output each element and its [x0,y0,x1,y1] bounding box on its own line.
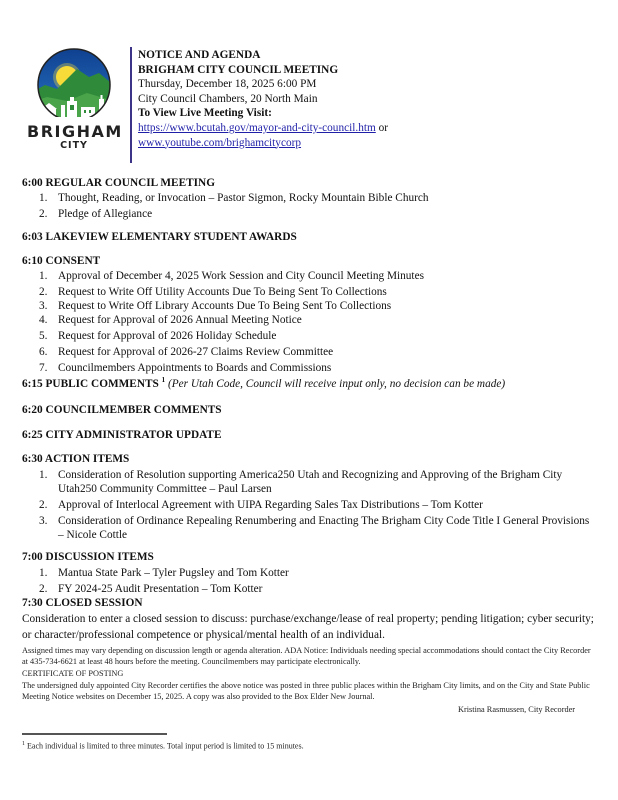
action-items-list [22,468,597,542]
meeting-datetime: Thursday, December 18, 2025 6:00 PM [138,78,317,91]
list-item: 1. Thought, Reading, or Invocation – Pastor Sigmon, Rocky Mountain Bible Church [39,192,429,204]
youtube-link[interactable]: www.youtube.com/brighamcitycorp [138,136,302,149]
discussion-list [22,566,289,596]
consent-list [22,269,424,375]
section-discussion-items: 7:00 DISCUSSION ITEMS [22,551,154,563]
list-item: 1. Approval of December 4, 2025 Work Session and City Council Meeting Minutes [39,270,424,282]
link-separator: or [375,121,389,134]
header-accent-bar [130,47,132,163]
section-closed-session: 7:30 CLOSED SESSION [22,597,143,609]
agenda-header [138,48,388,150]
section-regular-meeting: 6:00 REGULAR COUNCIL MEETING [22,177,216,189]
meeting-location: City Council Chambers, 20 North Main [138,92,318,105]
certificate-title: CERTIFICATE OF POSTING [22,669,124,678]
list-item: 4. Request for Approval of 2026 Annual Meeting Notice [39,314,302,326]
recorder-signature: Kristina Rasmussen, City Recorder [458,705,576,714]
ada-notice: Assigned times may vary depending on discussion length or agenda alteration. ADA Notice: Individuals needing special accommodations should contact the City Recorder at 435-734-6621 at least 48 hours before the meeting. Councilmembers may participate electronically. [22,646,591,667]
footnote-text: Each individual is limited to three minutes. Total input period is limited to 15 minutes. [27,741,304,751]
list-item: 1. Mantua State Park – Tyler Pugsley and Tom Kotter [39,567,289,579]
footnote-divider [22,733,167,735]
logo-wordmark: BRIGHAM [27,122,123,141]
live-meeting-label: To View Live Meeting Visit: [138,107,272,120]
section-consent: 6:10 CONSENT [22,255,101,267]
meeting-title: BRIGHAM CITY COUNCIL MEETING [138,63,339,76]
list-item: 2. Approval of Interlocal Agreement with UIPA Regarding Sales Tax Distributions – Tom Kotter [39,499,483,511]
closed-session-description: Consideration to enter a closed session to discuss: purchase/exchange/lease of real property; pending litigation; cyber security; or character/professional competence or physical/mental health of an individual. [22,613,594,641]
brigham-city-logo [27,47,121,153]
list-item: 3. Consideration of Ordinance Repealing Renumbering and Enacting The Brigham City Code Title I General Provisions – Nicole Cottle [39,515,590,541]
section-administrator-update: 6:25 CITY ADMINISTRATOR UPDATE [22,429,222,441]
footnote [22,741,304,751]
list-item: 5. Request for Approval of 2026 Holiday Schedule [39,330,277,342]
list-item: 2. Pledge of Allegiance [39,208,153,220]
certificate-body: The undersigned duly appointed City Recorder certifies the above notice was posted in three public places within the Brigham City limits, and on the City and State Public Meeting Notice websites on December 15, 2025. A copy was also provided to the Box Elder New Journal. [22,681,590,702]
council-website-link[interactable]: https://www.bcutah.gov/mayor-and-city-council.htm [138,121,376,134]
list-item: 2. FY 2024-25 Audit Presentation – Tom Kotter [39,583,263,595]
list-item: 7. Councilmembers Appointments to Boards and Commissions [39,362,332,374]
public-comments-note: (Per Utah Code, Council will receive input only, no decision can be made) [167,378,506,390]
section-councilmember-comments: 6:20 COUNCILMEMBER COMMENTS [22,404,222,416]
regular-meeting-list [22,191,429,221]
section-public-comments: 6:15 PUBLIC COMMENTS $^1$ (Per Utah Code, Council will receive input only, no decision can be made) [22,376,506,390]
list-item: 3. Request to Write Off Library Accounts Due To Being Sent To Collections [39,300,392,312]
list-item: 6. Request for Approval of 2026-27 Claims Review Committee [39,346,334,358]
section-action-items: 6:30 ACTION ITEMS [22,453,130,465]
footnote-ref[interactable]: 1 [161,376,166,385]
footnote-marker: 1 [22,741,25,747]
notice-title: NOTICE AND AGENDA [138,49,261,61]
section-student-awards: 6:03 LAKEVIEW ELEMENTARY STUDENT AWARDS [22,231,297,243]
logo-subword: CITY [60,140,88,151]
list-item: 1. Consideration of Resolution supporting America250 Utah and Recognizing and Approving of the Brigham City Utah250 Community Committee – Paul Larsen [39,469,563,495]
list-item: 2. Request to Write Off Utility Accounts Due To Being Sent To Collections [39,286,387,298]
